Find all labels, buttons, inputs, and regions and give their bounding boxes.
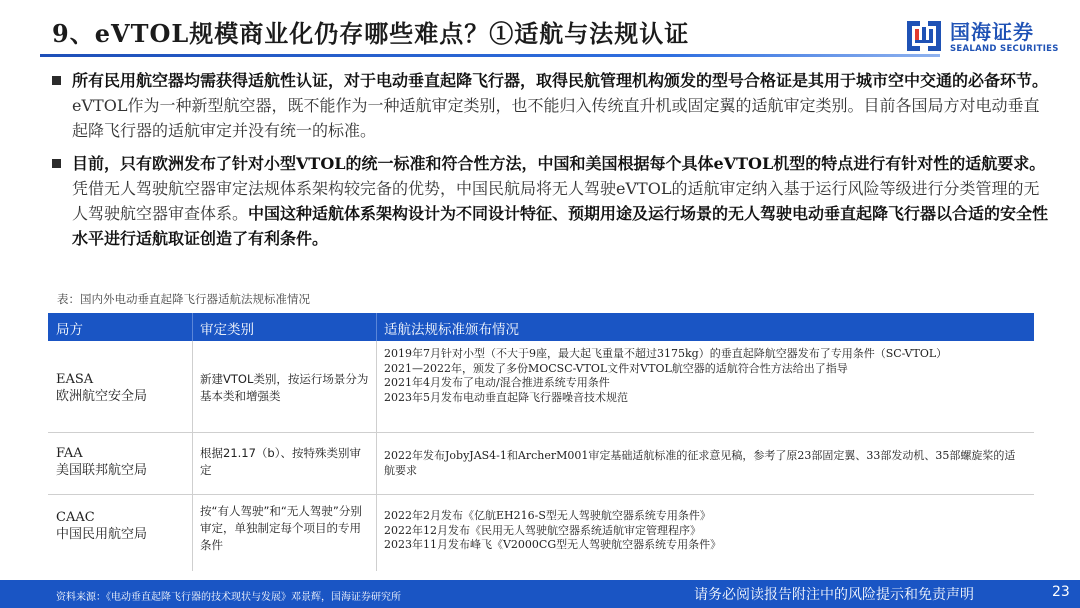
footer-bar <box>0 580 1080 608</box>
column-divider <box>192 341 193 432</box>
authority-name: 美国联邦航空局 <box>56 463 148 478</box>
category-cell: 按“有人驾驶”和“无人驾驶”分别审定，单独制定每个项目的专用条件 <box>200 504 362 552</box>
bullet-square-icon <box>52 76 61 85</box>
standards-cell <box>384 449 1024 478</box>
authority-code: FAA <box>56 446 83 461</box>
authority-cell <box>56 445 147 479</box>
standard-line: 2022年发布JobyJAS4-1和ArcherM001审定基础适航标准的征求意见稿，参考了原23部固定翼、33部发动机、35部螺旋桨的适航要求 <box>384 449 1016 477</box>
standards-cell <box>384 347 1024 405</box>
authority-cell <box>56 371 147 405</box>
disclaimer-text: 请务必阅读报告附注中的风险提示和免责声明 <box>694 587 974 603</box>
sealand-logo-icon <box>906 18 942 54</box>
bullet-1-bold: 所有民用航空器均需获得适航性认证，对于电动垂直起降飞行器，取得民航管理机构颁发的型号合格证是其用于城市空中交通的必备环节。 <box>72 71 1049 90</box>
table-row <box>48 341 1034 433</box>
category-cell: 新建VTOL类别，按运行场景分为基本类和增强类 <box>200 372 369 403</box>
slide-header <box>0 0 1080 62</box>
standard-line: 2021年4月发布了电动/混合推进系统专用条件 <box>384 376 610 390</box>
standard-line: 2023年5月发布电动垂直起降飞行器噪音技术规范 <box>384 390 628 404</box>
column-divider <box>192 495 193 571</box>
bullet-2-bold-end: 中国这种适航体系架构设计为不同设计特征、预期用途及运行场景的无人驾驶电动垂直起降飞行器以合适的安全性水平进行适航取证创造了有利条件。 <box>72 204 1049 248</box>
column-divider <box>376 433 377 494</box>
bullet-list <box>52 68 1052 259</box>
title-underline <box>40 54 940 57</box>
company-logo <box>906 16 1066 60</box>
table-header-row <box>48 313 1034 341</box>
bullet-1-text: eVTOL作为一种新型航空器，既不能作为一种适航审定类别，也不能归入传统直升机或固定翼的适航审定类别。目前各国局方对电动垂直起降飞行器的适航审定并没有统一的标准。 <box>72 96 1040 140</box>
header-category: 审定类别 <box>200 322 254 338</box>
header-authority: 局方 <box>56 322 83 338</box>
regulation-table <box>48 313 1034 571</box>
standard-line: 2023年11月发布峰飞《V2000CG型无人驾驶航空器系统专用条件》 <box>384 538 722 552</box>
standard-line: 2021—2022年，颁发了多份MOCSC-VTOL文件对VTOL航空器的适航符合性方法给出了指导 <box>384 361 848 375</box>
authority-name: 欧洲航空安全局 <box>56 389 148 404</box>
standard-line: 2019年7月针对小型（不大于9座，最大起飞重量不超过3175kg）的垂直起降航空器发布了专用条件（SC-VTOL） <box>384 347 948 360</box>
page-number: 23 <box>1052 584 1070 600</box>
header-divider <box>192 313 193 341</box>
table-row <box>48 433 1034 495</box>
column-divider <box>192 433 193 494</box>
slide-title: 9、eVTOL规模商业化仍存哪些难点？①适航与法规认证 <box>52 19 690 48</box>
bullet-item-2 <box>52 151 1052 251</box>
authority-code: CAAC <box>56 510 95 525</box>
bullet-square-icon <box>52 159 61 168</box>
header-standards: 适航法规标准颁布情况 <box>384 322 519 338</box>
authority-name: 中国民用航空局 <box>56 527 148 542</box>
logo-text-cn: 国海证券 <box>950 20 1034 44</box>
logo-text-en: SEALAND SECURITIES <box>950 44 1059 54</box>
bullet-item-1 <box>52 68 1052 143</box>
bullet-2-text: 凭借无人驾驶航空器审定法规体系架构较完备的优势，中国民航局将无人驾驶eVTOL的适航审定纳入基于运行风险等级进行分类管理的无人驾驶航空器审查体系。 <box>72 179 1040 223</box>
standard-line: 2022年2月发布《亿航EH216-S型无人驾驶航空器系统专用条件》 <box>384 509 711 522</box>
authority-code: EASA <box>56 372 94 387</box>
standard-line: 2022年12月发布《民用无人驾驶航空器系统适航审定管理程序》 <box>384 523 701 537</box>
source-note: 资料来源：《电动垂直起降飞行器的技术现状与发展》邓景辉，国海证券研究所 <box>56 592 401 603</box>
table-caption: 表：国内外电动垂直起降飞行器适航法规标准情况 <box>57 292 310 306</box>
table-row <box>48 495 1034 571</box>
standards-cell <box>384 509 1024 553</box>
header-divider <box>376 313 377 341</box>
column-divider <box>376 495 377 571</box>
bullet-2-bold: 目前，只有欧洲发布了针对小型VTOL的统一标准和符合性方法，中国和美国根据每个具体eVTOL机型的特点进行有针对性的适航要求。 <box>72 154 1046 173</box>
authority-cell <box>56 509 147 543</box>
column-divider <box>376 341 377 432</box>
category-cell: 根据21.17（b）、按特殊类别审定 <box>200 446 361 477</box>
